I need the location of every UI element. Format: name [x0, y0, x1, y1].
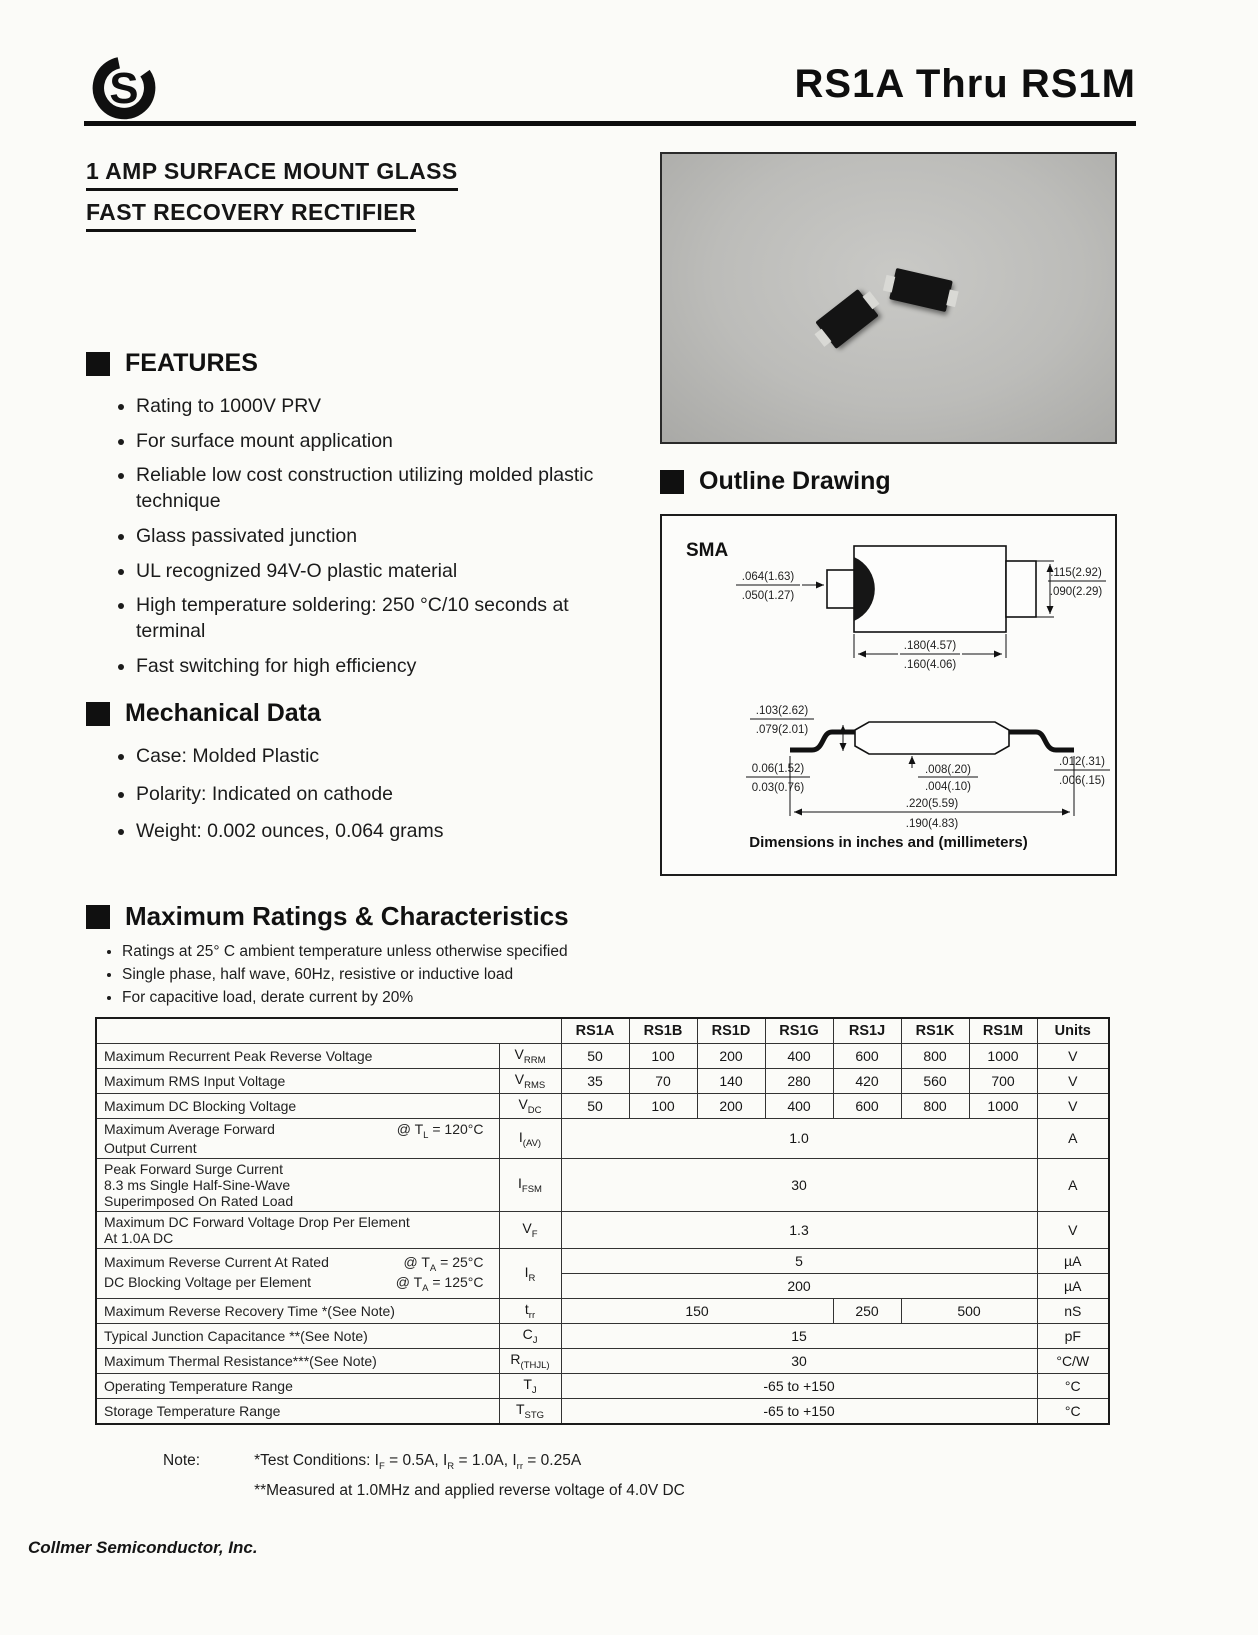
feature-item: • UL recognized 94V-O plastic material [136, 559, 638, 585]
symbol-cell: $T_{STG}$ [499, 1399, 561, 1424]
unit-cell: °C [1037, 1399, 1109, 1424]
table-row-vf [96, 1212, 1109, 1249]
dim-label: .103(2.62) [755, 705, 809, 717]
col-header-rs1m: RS1M [969, 1018, 1037, 1043]
product-photo [660, 152, 1117, 444]
table-row-rth [96, 1349, 1109, 1374]
section-square-icon [86, 352, 110, 376]
value-cell: 100 [629, 1093, 697, 1118]
mechanical-list [86, 744, 638, 845]
value-cell: 1000 [969, 1043, 1037, 1068]
outline-drawing-box [660, 514, 1117, 876]
symbol-cell: $C_J$ [499, 1324, 561, 1349]
mechanical-item: • Case: Molded Plastic [136, 744, 638, 770]
dim-label: .079(2.01) [755, 724, 809, 736]
value-cell: 70 [629, 1068, 697, 1093]
value-cell: 800 [901, 1043, 969, 1068]
col-header-units: Units [1037, 1018, 1109, 1043]
unit-cell: V [1037, 1043, 1109, 1068]
symbol-cell: $t_{rr}$ [499, 1299, 561, 1324]
param-cell: Maximum Average Forward @ $T_L = 120^\circ C$ Output Current [96, 1118, 499, 1159]
company-name: Collmer Semiconductor, Inc. [28, 1538, 258, 1557]
features-section [86, 349, 638, 689]
symbol-cell: $V_{RMS}$ [499, 1068, 561, 1093]
outline-caption: Dimensions in inches and (millimeters) [749, 834, 1028, 851]
table-row-ir-25 [96, 1249, 1109, 1274]
feature-item: • High temperature soldering: 250 °C/10 seconds at terminal [136, 593, 638, 644]
value-cell: 200 [697, 1043, 765, 1068]
product-title [86, 158, 458, 240]
value-cell: 500 [901, 1299, 1037, 1324]
section-square-icon [86, 702, 110, 726]
dim-label: .012(.31) [1058, 756, 1106, 768]
header-rule [84, 121, 1136, 126]
value-cell: 30 [561, 1349, 1037, 1374]
value-cell: 1.3 [561, 1212, 1037, 1249]
unit-cell: µA [1037, 1274, 1109, 1299]
dim-label: .180(4.57) [903, 640, 957, 652]
note-line-2: **Measured at 1.0MHz and applied reverse voltage of 4.0V DC [254, 1482, 685, 1500]
product-title-line2: FAST RECOVERY RECTIFIER [86, 199, 416, 232]
diode-package-photo [889, 268, 953, 312]
dim-label: .115(2.92) [1050, 567, 1102, 579]
value-cell: 1.0 [561, 1118, 1037, 1159]
value-cell: 30 [561, 1159, 1037, 1212]
ratings-conditions [86, 942, 1126, 1009]
mechanical-item: • Polarity: Indicated on cathode [136, 782, 638, 808]
feature-item: • For surface mount application [136, 429, 638, 455]
feature-item: • Reliable low cost construction utilizing molded plastic technique [136, 463, 638, 514]
dim-label: .050(1.27) [741, 590, 795, 602]
value-cell: 150 [561, 1299, 833, 1324]
logo-letter: S [109, 64, 139, 114]
value-cell: -65 to +150 [561, 1399, 1037, 1424]
col-header-rs1a: RS1A [561, 1018, 629, 1043]
unit-cell: °C [1037, 1374, 1109, 1399]
table-row-trr [96, 1299, 1109, 1324]
feature-item: • Glass passivated junction [136, 524, 638, 550]
table-header-row [96, 1018, 1109, 1043]
dim-label: .004(.10) [924, 781, 972, 793]
param-cell: Typical Junction Capacitance **(See Note) [96, 1324, 499, 1349]
symbol-cell: $I_{(AV)}$ [499, 1118, 561, 1159]
page-title: RS1A Thru RS1M [794, 62, 1136, 106]
col-header-rs1k: RS1K [901, 1018, 969, 1043]
col-header-rs1d: RS1D [697, 1018, 765, 1043]
param-cell: Maximum DC Forward Voltage Drop Per Element At 1.0A DC [96, 1212, 499, 1249]
table-row-vrrm [96, 1043, 1109, 1068]
table-row-vrms [96, 1068, 1109, 1093]
value-cell: 600 [833, 1043, 901, 1068]
value-cell: 140 [697, 1068, 765, 1093]
symbol-cell: $T_J$ [499, 1374, 561, 1399]
feature-item: • Rating to 1000V PRV [136, 394, 638, 420]
unit-cell: pF [1037, 1324, 1109, 1349]
table-row-vdc [96, 1093, 1109, 1118]
diode-package-photo [815, 289, 878, 349]
col-header-rs1b: RS1B [629, 1018, 697, 1043]
value-cell: 100 [629, 1043, 697, 1068]
symbol-cell: $I_{FSM}$ [499, 1159, 561, 1212]
param-cell: Maximum DC Blocking Voltage [96, 1093, 499, 1118]
value-cell: 5 [561, 1249, 1037, 1274]
package-name: SMA [686, 540, 729, 561]
value-cell: 420 [833, 1068, 901, 1093]
unit-cell: µA [1037, 1249, 1109, 1274]
table-row-iav [96, 1118, 1109, 1159]
unit-cell: °C/W [1037, 1349, 1109, 1374]
outline-drawing-heading: Outline Drawing [660, 467, 891, 496]
value-cell: 15 [561, 1324, 1037, 1349]
value-cell: 280 [765, 1068, 833, 1093]
table-corner-blank [96, 1018, 561, 1043]
param-cell: Storage Temperature Range [96, 1399, 499, 1424]
symbol-cell: $I_R$ [499, 1249, 561, 1299]
note-label: Note: [163, 1452, 201, 1469]
value-cell: 200 [697, 1093, 765, 1118]
param-cell: Maximum Thermal Resistance***(See Note) [96, 1349, 499, 1374]
section-square-icon [86, 905, 110, 929]
dim-label: 0.06(1.52) [751, 763, 805, 775]
symbol-cell: $R_{(THJL)}$ [499, 1349, 561, 1374]
product-title-line1: 1 AMP SURFACE MOUNT GLASS [86, 158, 458, 191]
note-line-1: *Test Conditions: $I_F = 0.5A$, $I_R = 1.0A$, $I_{rr} = 0.25A$ [254, 1452, 582, 1473]
dim-label: .064(1.63) [741, 571, 795, 583]
mechanical-data-section [86, 699, 638, 857]
dim-label: .190(4.83) [905, 818, 959, 830]
symbol-cell: $V_F$ [499, 1212, 561, 1249]
param-cell: Operating Temperature Range [96, 1374, 499, 1399]
dim-label: 0.03(0.76) [751, 782, 805, 794]
table-row-ifsm [96, 1159, 1109, 1212]
param-cell: Maximum Recurrent Peak Reverse Voltage [96, 1043, 499, 1068]
unit-cell: nS [1037, 1299, 1109, 1324]
value-cell: 35 [561, 1068, 629, 1093]
outline-drawing [662, 516, 1115, 834]
value-cell: -65 to +150 [561, 1374, 1037, 1399]
symbol-cell: $V_{DC}$ [499, 1093, 561, 1118]
unit-cell: V [1037, 1068, 1109, 1093]
value-cell: 250 [833, 1299, 901, 1324]
dim-label: .220(5.59) [905, 798, 959, 810]
dim-label: .090(2.29) [1049, 586, 1103, 598]
ratings-table [95, 1017, 1110, 1425]
param-cell: Maximum RMS Input Voltage [96, 1068, 499, 1093]
param-cell: Peak Forward Surge Current 8.3 ms Single Half-Sine-Wave Superimposed On Rated Load [96, 1159, 499, 1212]
ratings-condition: • Ratings at 25° C ambient temperature unless otherwise specified [122, 942, 1126, 963]
ratings-section [86, 901, 1126, 1011]
col-header-rs1g: RS1G [765, 1018, 833, 1043]
value-cell: 560 [901, 1068, 969, 1093]
mechanical-heading: Mechanical Data [125, 699, 321, 727]
ratings-condition: • For capacitive load, derate current by 20% [122, 988, 1126, 1009]
company-logo [86, 48, 162, 124]
notes-block [163, 1452, 685, 1510]
ratings-heading: Maximum Ratings & Characteristics [125, 901, 569, 931]
unit-cell: V [1037, 1212, 1109, 1249]
value-cell: 50 [561, 1043, 629, 1068]
unit-cell: A [1037, 1118, 1109, 1159]
dim-label: .006(.15) [1058, 775, 1106, 787]
symbol-cell: $V_{RRM}$ [499, 1043, 561, 1068]
unit-cell: A [1037, 1159, 1109, 1212]
value-cell: 400 [765, 1093, 833, 1118]
col-header-rs1j: RS1J [833, 1018, 901, 1043]
value-cell: 200 [561, 1274, 1037, 1299]
dim-label: .008(.20) [924, 764, 972, 776]
features-list [86, 394, 638, 680]
section-square-icon [660, 470, 684, 494]
table-row-cj [96, 1324, 1109, 1349]
table-row-tstg [96, 1399, 1109, 1424]
ratings-condition: • Single phase, half wave, 60Hz, resistive or inductive load [122, 965, 1126, 986]
value-cell: 1000 [969, 1093, 1037, 1118]
mechanical-item: • Weight: 0.002 ounces, 0.064 grams [136, 819, 638, 845]
param-cell: Maximum Reverse Current At Rated @ $T_A = 25^\circ C$ DC Blocking Voltage per Element @ $T_A = 125^\circ C$ [96, 1249, 499, 1299]
value-cell: 400 [765, 1043, 833, 1068]
unit-cell: V [1037, 1093, 1109, 1118]
feature-item: • Fast switching for high efficiency [136, 654, 638, 680]
value-cell: 700 [969, 1068, 1037, 1093]
value-cell: 600 [833, 1093, 901, 1118]
param-cell: Maximum Reverse Recovery Time *(See Note) [96, 1299, 499, 1324]
value-cell: 800 [901, 1093, 969, 1118]
table-row-tj [96, 1374, 1109, 1399]
dim-label: .160(4.06) [903, 659, 957, 671]
features-heading: FEATURES [125, 349, 258, 377]
value-cell: 50 [561, 1093, 629, 1118]
